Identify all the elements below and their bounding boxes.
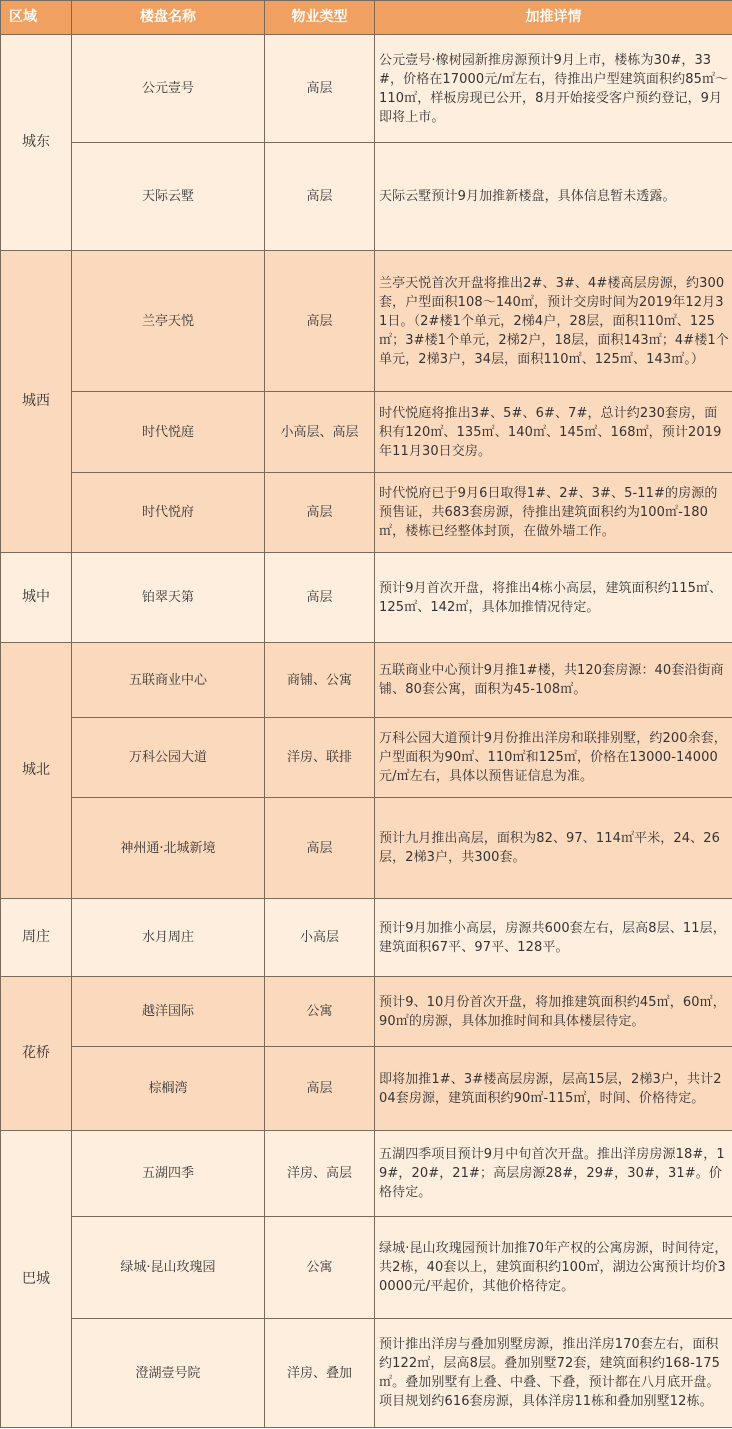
property-type-cell: 高层: [265, 251, 375, 392]
table-row: [1, 251, 732, 392]
table-row: [1, 1131, 732, 1217]
detail-cell: 预计9月加推小高层，房源共600套左右，层高8层、11层，建筑面积67平、97平、128平。: [375, 899, 732, 977]
property-type-cell: 公寓: [265, 1217, 375, 1319]
project-name-cell: 澄湖壹号院: [72, 1319, 265, 1428]
table-row: [1, 798, 732, 899]
table-row: [1, 643, 732, 718]
region-cell: 巴城: [1, 1131, 72, 1428]
header-detail: 加推详情: [375, 1, 732, 35]
project-name-cell: 时代悦府: [72, 473, 265, 553]
property-type-cell: 小高层、高层: [265, 392, 375, 473]
detail-cell: 万科公园大道预计9月份推出洋房和联排别墅，约200余套，户型面积为90㎡、110㎡和125㎡，价格在13000-14000元/㎡左右，具体以预售证信息为准。: [375, 718, 732, 798]
detail-cell: 预计9、10月份首次开盘，将加推建筑面积约45㎡，60㎡，90㎡的房源，具体加推时间和具体楼层待定。: [375, 977, 732, 1047]
region-cell: 周庄: [1, 899, 72, 977]
region-cell: 城西: [1, 251, 72, 553]
property-type-cell: 高层: [265, 798, 375, 899]
table-row: [1, 718, 732, 798]
table-row: [1, 1047, 732, 1131]
project-name-cell: 绿城·昆山玫瑰园: [72, 1217, 265, 1319]
property-type-cell: 小高层: [265, 899, 375, 977]
property-type-cell: 洋房、联排: [265, 718, 375, 798]
region-cell: 城中: [1, 553, 72, 643]
property-type-cell: 高层: [265, 35, 375, 143]
header-type: 物业类型: [265, 1, 375, 35]
table-row: [1, 143, 732, 251]
table-row: [1, 392, 732, 473]
property-type-cell: 高层: [265, 143, 375, 251]
detail-cell: 即将加推1#、3#楼高层房源，层高15层，2梯3户，共计204套房源，建筑面积约90㎡-115㎡，时间、价格待定。: [375, 1047, 732, 1131]
project-name-cell: 万科公园大道: [72, 718, 265, 798]
table-row: [1, 977, 732, 1047]
detail-cell: 预计9月首次开盘，将推出4栋小高层，建筑面积约115㎡、125㎡、142㎡，具体加推情况待定。: [375, 553, 732, 643]
header-area: 区域: [1, 1, 72, 35]
region-cell: 花桥: [1, 977, 72, 1131]
table-row: [1, 1217, 732, 1319]
property-type-cell: 高层: [265, 473, 375, 553]
project-name-cell: 越洋国际: [72, 977, 265, 1047]
project-name-cell: 铂翠天第: [72, 553, 265, 643]
property-type-cell: 公寓: [265, 977, 375, 1047]
region-cell: 城北: [1, 643, 72, 899]
project-name-cell: 五湖四季: [72, 1131, 265, 1217]
project-name-cell: 兰亭天悦: [72, 251, 265, 392]
project-name-cell: 公元壹号: [72, 35, 265, 143]
property-type-cell: 高层: [265, 553, 375, 643]
property-type-cell: 高层: [265, 1047, 375, 1131]
table-row: [1, 899, 732, 977]
table-row: [1, 473, 732, 553]
project-name-cell: 五联商业中心: [72, 643, 265, 718]
table-row: [1, 1319, 732, 1428]
property-type-cell: 商铺、公寓: [265, 643, 375, 718]
detail-cell: 五联商业中心预计9月推1#楼，共120套房源：40套沿街商铺、80套公寓，面积为45-108㎡。: [375, 643, 732, 718]
project-name-cell: 神州通·北城新境: [72, 798, 265, 899]
detail-cell: 兰亭天悦首次开盘将推出2#、3#、4#楼高层房源，约300套，户型面积108～140㎡，预计交房时间为2019年12月31日。（2#楼1个单元，2梯4户，28层，面积110㎡、125㎡；3#楼1个单元，2梯2户，18层，面积143㎡；4#楼1个单元，2梯3户，34层，面积110㎡、125㎡、143㎡。）: [375, 251, 732, 392]
project-name-cell: 棕榈湾: [72, 1047, 265, 1131]
table-row: [1, 553, 732, 643]
property-type-cell: 洋房、叠加: [265, 1319, 375, 1428]
detail-cell: 五湖四季项目预计9月中旬首次开盘。推出洋房房源18#，19#，20#，21#；高层房源28#，29#，30#，31#。价格待定。: [375, 1131, 732, 1217]
detail-cell: 时代悦庭将推出3#、5#、6#、7#，总计约230套房，面积有120㎡、135㎡、140㎡、145㎡、168㎡，预计2019年11月30日交房。: [375, 392, 732, 473]
header-name: 楼盘名称: [72, 1, 265, 35]
detail-cell: 预计推出洋房与叠加别墅房源，推出洋房170套左右，面积约122㎡，层高8层。叠加别墅72套，建筑面积约168-175㎡。叠加别墅有上叠、中叠、下叠，预计都在八月底开盘。项目规划约616套房源，具体洋房11栋和叠加别墅12栋。: [375, 1319, 732, 1428]
detail-cell: 时代悦府已于9月6日取得1#、2#、3#、5-11#的房源的预售证，共683套房源，待推出建筑面积约为100㎡-180㎡，楼栋已经整体封顶，在做外墙工作。: [375, 473, 732, 553]
detail-cell: 预计九月推出高层，面积为82、97、114㎡平米，24、26层，2梯3户，共300套。: [375, 798, 732, 899]
project-name-cell: 时代悦庭: [72, 392, 265, 473]
project-name-cell: 水月周庄: [72, 899, 265, 977]
project-name-cell: 天际云墅: [72, 143, 265, 251]
table-row: [1, 35, 732, 143]
property-type-cell: 洋房、高层: [265, 1131, 375, 1217]
detail-cell: 天际云墅预计9月加推新楼盘，具体信息暂未透露。: [375, 143, 732, 251]
detail-cell: 公元壹号·橡树园新推房源预计9月上市，楼栋为30#，33#，价格在17000元/㎡左右，待推出户型建筑面积约85㎡～110㎡，样板房现已公开，8月开始接受客户预约登记，9月即将上市。: [375, 35, 732, 143]
region-cell: 城东: [1, 35, 72, 251]
header-row: [1, 1, 732, 35]
detail-cell: 绿城·昆山玫瑰园预计加推70年产权的公寓房源，时间待定，共2栋，40套以上，建筑面积约100㎡，湖边公寓预计均价30000元/平起价，其他价格待定。: [375, 1217, 732, 1319]
